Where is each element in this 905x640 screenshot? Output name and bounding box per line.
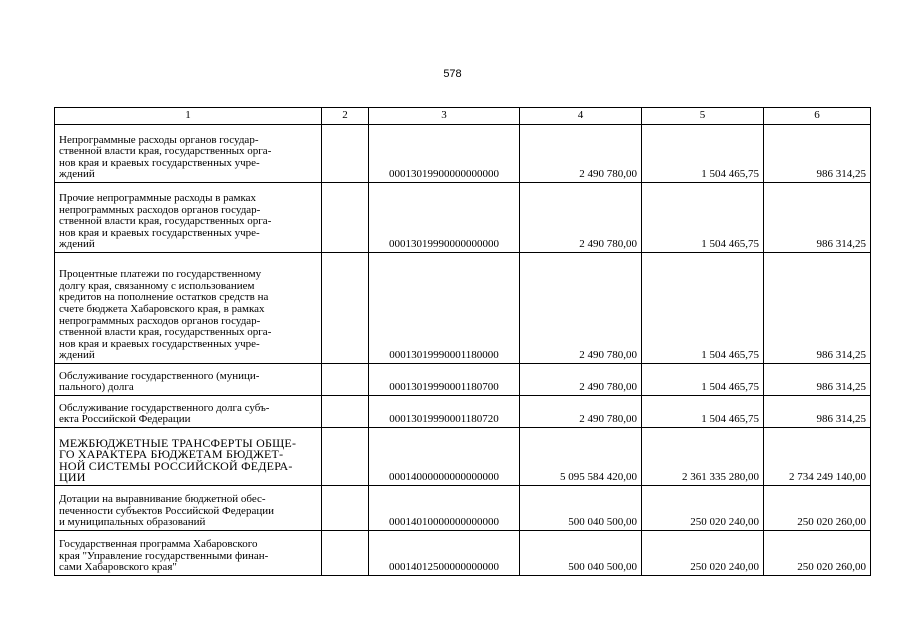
row-name: Дотации на выравнивание бюджетной обес- печенности субъектов Российской Федерации и муниципальных образований xyxy=(55,486,322,531)
row-col2 xyxy=(322,364,369,396)
table-row xyxy=(55,125,871,183)
page-number: 578 xyxy=(443,68,462,80)
row-value-6: 2 734 249 140,00 xyxy=(764,428,871,486)
row-value-5: 1 504 465,75 xyxy=(642,364,764,396)
row-code: 00014012500000000000 xyxy=(369,531,520,576)
row-value-6: 986 314,25 xyxy=(764,125,871,183)
row-value-4: 2 490 780,00 xyxy=(520,125,642,183)
header-col-6: 6 xyxy=(764,108,871,125)
row-value-6: 986 314,25 xyxy=(764,253,871,364)
table-header-row xyxy=(55,108,871,125)
row-value-6: 986 314,25 xyxy=(764,364,871,396)
row-code: 00013019900000000000 xyxy=(369,125,520,183)
table-row xyxy=(55,183,871,253)
row-value-4: 500 040 500,00 xyxy=(520,486,642,531)
table-row xyxy=(55,396,871,428)
row-col2 xyxy=(322,486,369,531)
row-value-6: 986 314,25 xyxy=(764,396,871,428)
row-col2 xyxy=(322,253,369,364)
row-value-4: 2 490 780,00 xyxy=(520,183,642,253)
row-code: 00014010000000000000 xyxy=(369,486,520,531)
row-value-5: 250 020 240,00 xyxy=(642,486,764,531)
row-name: Прочие непрограммные расходы в рамках непрограммных расходов органов государ- ственной власти края, государственных орга- нов края и краевых государственных учре- ждений xyxy=(55,183,322,253)
row-value-6: 986 314,25 xyxy=(764,183,871,253)
row-name: Обслуживание государственного долга субъ- екта Российской Федерации xyxy=(55,396,322,428)
row-name: Процентные платежи по государственному долгу края, связанному с использованием кредитов на пополнение остатков средств на счете бюджета Хабаровского края, в рамках непрограммных расходов органов государ- ственной власти края, государственных орга- нов края и краевых государственных учре- ждений xyxy=(55,253,322,364)
table-row xyxy=(55,428,871,486)
row-value-4: 2 490 780,00 xyxy=(520,253,642,364)
row-code: 00014000000000000000 xyxy=(369,428,520,486)
row-value-5: 1 504 465,75 xyxy=(642,183,764,253)
row-value-5: 1 504 465,75 xyxy=(642,253,764,364)
row-code: 00013019990001180720 xyxy=(369,396,520,428)
row-value-4: 2 490 780,00 xyxy=(520,364,642,396)
row-value-4: 5 095 584 420,00 xyxy=(520,428,642,486)
row-value-4: 2 490 780,00 xyxy=(520,396,642,428)
row-code: 00013019990000000000 xyxy=(369,183,520,253)
header-col-5: 5 xyxy=(642,108,764,125)
header-col-4: 4 xyxy=(520,108,642,125)
row-value-4: 500 040 500,00 xyxy=(520,531,642,576)
row-name: Государственная программа Хабаровского края "Управление государственными финан- сами Хабаровского края" xyxy=(55,531,322,576)
row-name: МЕЖБЮДЖЕТНЫЕ ТРАНСФЕРТЫ ОБЩЕ- ГО ХАРАКТЕРА БЮДЖЕТАМ БЮДЖЕТ- НОЙ СИСТЕМЫ РОССИЙСКОЙ ФЕДЕРА- ЦИИ xyxy=(55,428,322,486)
table-row xyxy=(55,253,871,364)
row-value-5: 1 504 465,75 xyxy=(642,396,764,428)
budget-table xyxy=(54,107,871,576)
row-code: 00013019990001180000 xyxy=(369,253,520,364)
row-col2 xyxy=(322,396,369,428)
row-value-5: 1 504 465,75 xyxy=(642,125,764,183)
row-value-5: 250 020 240,00 xyxy=(642,531,764,576)
row-value-6: 250 020 260,00 xyxy=(764,531,871,576)
header-col-2: 2 xyxy=(322,108,369,125)
row-col2 xyxy=(322,125,369,183)
row-value-5: 2 361 335 280,00 xyxy=(642,428,764,486)
header-col-3: 3 xyxy=(369,108,520,125)
row-code: 00013019990001180700 xyxy=(369,364,520,396)
row-name: Обслуживание государственного (муници- пального) долга xyxy=(55,364,322,396)
table-row xyxy=(55,364,871,396)
header-col-1: 1 xyxy=(55,108,322,125)
row-value-6: 250 020 260,00 xyxy=(764,486,871,531)
row-col2 xyxy=(322,183,369,253)
table-row xyxy=(55,531,871,576)
row-name: Непрограммные расходы органов государ- ственной власти края, государственных орга- нов края и краевых государственных учре- ждений xyxy=(55,125,322,183)
row-col2 xyxy=(322,531,369,576)
table-row xyxy=(55,486,871,531)
row-col2 xyxy=(322,428,369,486)
